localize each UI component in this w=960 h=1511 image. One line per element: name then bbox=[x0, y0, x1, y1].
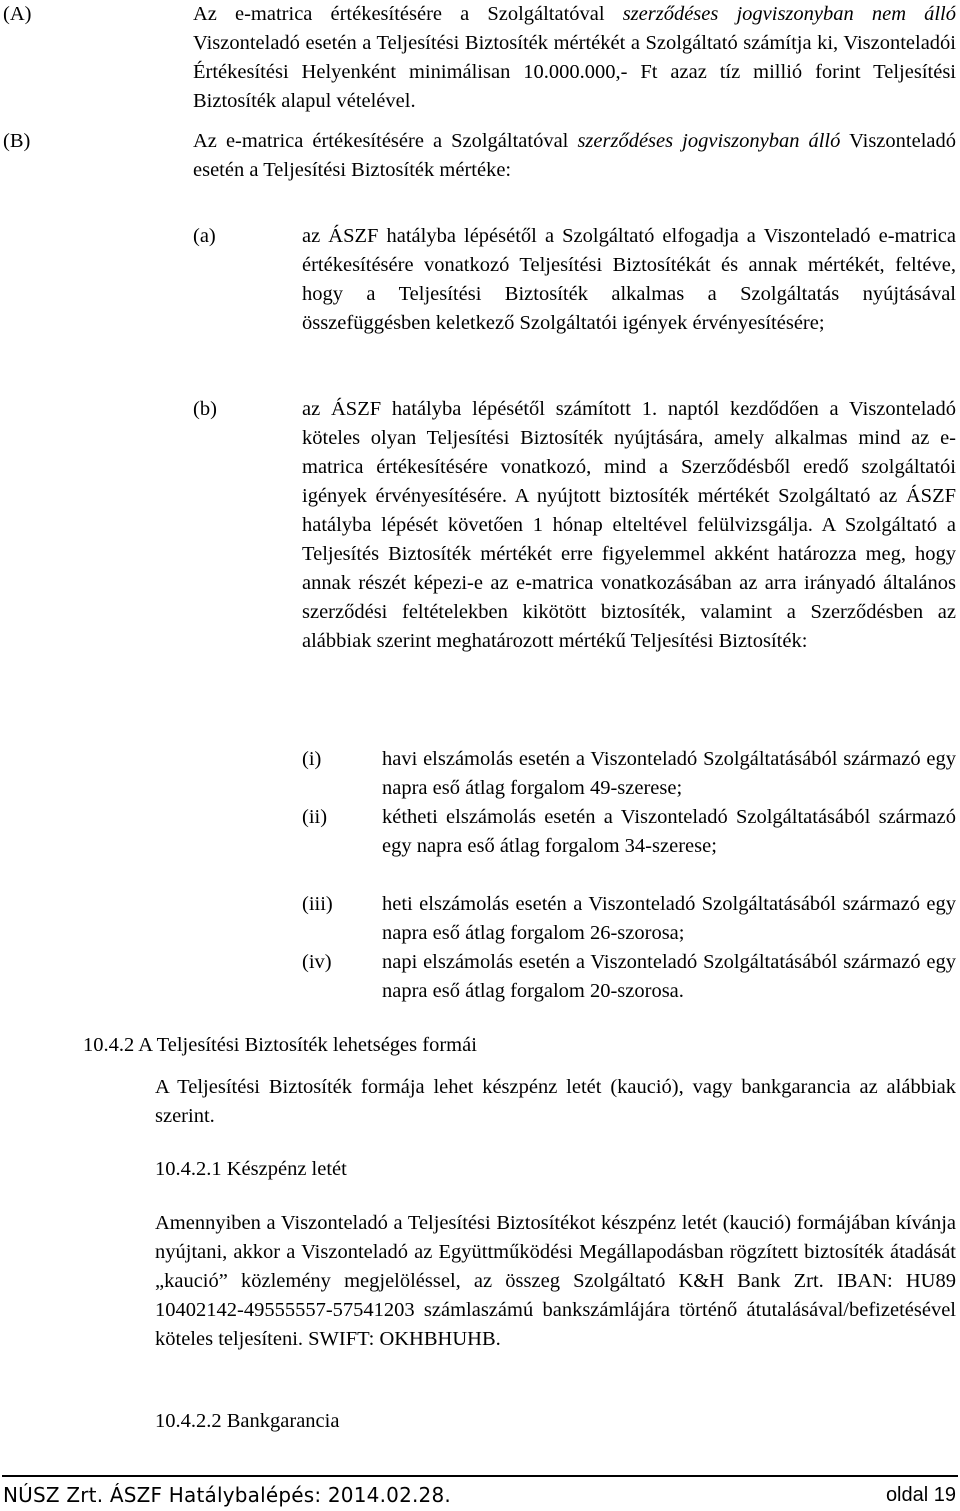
section-a-italic: szerződéses jogviszonyban nem álló bbox=[622, 3, 956, 25]
roman-item-text: heti elszámolás esetén a Viszonteladó Szolgáltatásából származó egy napra eső átlag forgalom 26-szorosa; bbox=[382, 893, 956, 944]
roman-item-label: (iv) bbox=[302, 951, 332, 973]
footer-divider bbox=[2, 1475, 958, 1477]
roman-item-label: (i) bbox=[302, 748, 322, 770]
roman-item-text: kétheti elszámolás esetén a Viszonteladó Szolgáltatásából származó egy napra eső átlag forgalom 34-szerese; bbox=[382, 806, 956, 857]
roman-item-label: (ii) bbox=[302, 806, 328, 828]
heading-10-4-2-2: 10.4.2.2 Bankgarancia bbox=[155, 1410, 340, 1432]
sub-a-text: az ÁSZF hatályba lépésétől a Szolgáltató elfogadja a Viszonteladó e-matrica értékesítésére vonatkozó Teljesítési Biztosítékát és annak mértékét, feltéve, hogy a Teljesítési Biztosíték alkalmas a Szolgáltatás nyújtásával összefüggésben keletkező Szolgáltatói igények érvényesítésére; bbox=[302, 225, 956, 334]
roman-item-label: (iii) bbox=[302, 893, 333, 915]
paragraph-10-4-2-1: Amennyiben a Viszonteladó a Teljesítési Biztosítékot készpénz letét (kaució) formájában kívánja nyújtani, akkor a Viszonteladó az Együttműködési Megállapodásban rögzített biztosíték átadását „kaució” közlemény megjelöléssel, az összeg Szolgáltató K&H Bank Zrt. IBAN: HU89 10402142-49555557-57541203 számlaszámú bankszámlájára történő átutalásával/befizetésével köteles teljesíteni. SWIFT: OKHBHUHB. bbox=[155, 1212, 956, 1350]
section-a-text: Az e-matrica értékesítésére a Szolgáltatóval szerződéses jogviszonyban nem álló Viszonteladó esetén a Teljesítési Biztosíték mértékét a Szolgáltató számítja ki, Viszonteladói Értékesítési Helyenként minimálisan 10.000.000,- Ft azaz tíz millió forint Teljesítési Biztosíték alapul vételével. bbox=[193, 3, 956, 112]
section-b-label: (B) bbox=[3, 130, 31, 152]
roman-item-text: napi elszámolás esetén a Viszonteladó Szolgáltatásából származó egy napra eső átlag forgalom 20-szorosa. bbox=[382, 951, 956, 1002]
roman-item-text: havi elszámolás esetén a Viszonteladó Szolgáltatásából származó egy napra eső átlag forgalom 49-szerese; bbox=[382, 748, 956, 799]
paragraph-10-4-2: A Teljesítési Biztosíték formája lehet készpénz letét (kaució), vagy bankgarancia az alábbiak szerint. bbox=[155, 1076, 956, 1127]
sub-a-label: (a) bbox=[193, 225, 216, 247]
sub-b-label: (b) bbox=[193, 398, 217, 420]
footer-document-info: NÚSZ Zrt. ÁSZF Hatálybalépés: 2014.02.28. bbox=[3, 1483, 451, 1507]
heading-10-4-2: 10.4.2 A Teljesítési Biztosíték lehetséges formái bbox=[83, 1034, 477, 1056]
heading-10-4-2-1: 10.4.2.1 Készpénz letét bbox=[155, 1158, 347, 1180]
section-a-label: (A) bbox=[3, 3, 32, 25]
section-b-italic: szerződéses jogviszonyban álló bbox=[577, 130, 841, 152]
section-b-text: Az e-matrica értékesítésére a Szolgáltatóval szerződéses jogviszonyban álló Viszonteladó esetén a Teljesítési Biztosíték mértéke: bbox=[193, 130, 956, 181]
footer-page-number: oldal 19 bbox=[885, 1484, 956, 1506]
sub-b-text: az ÁSZF hatályba lépésétől számított 1. naptól kezdődően a Viszonteladó köteles olyan Teljesítési Biztosíték nyújtására, amely alkalmas mind az e-matrica értékesítésére vonatkozó, mind a Szerződésből eredő szolgáltatói igények érvényesítésére. A nyújtott biztosíték mértékét Szolgáltató az ÁSZF hatályba lépését követően 1 hónap elteltével felülvizsgálja. A Szolgáltató a Teljesítés Biztosíték mértékét erre figyelemmel akként határozza meg, hogy annak részét képezi-e az e-matrica vonatkozásában az arra irányadó általános szerződési feltételekben kikötött biztosíték, valamint a Szerződésben az alábbiak szerint meghatározott mértékű Teljesítési Biztosíték: bbox=[302, 398, 956, 652]
